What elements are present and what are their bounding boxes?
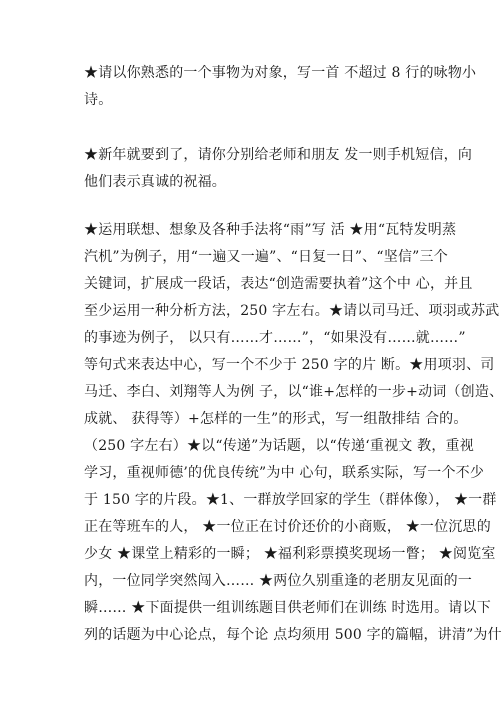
text-line: 至少运用一种分析方法，250 字左右。★请以司马迁、项羽或苏武 [84, 303, 500, 319]
text-line: ★新年就要到了，请你分别给老师和朋友 发一则手机短信，向 [84, 147, 473, 163]
text-line: 他们表示真诚的祝福。 [84, 174, 226, 190]
text-line: ★运用联想、想象及各种手法将“雨”写 活 ★用“瓦特发明蒸 [84, 222, 457, 238]
text-line: 汽机”为例子，用“一遍又一遍”、“日复一日”、“坚信”三个 [84, 249, 448, 265]
text-line: 关键词，扩展成一段话，表达“创造需要执着”这个中 心，并且 [84, 276, 473, 292]
text-line: 瞬…… ★下面提供一组训练题目供老师们在训练 时选用。请以下 [84, 600, 491, 616]
text-line: 的事迹为例子， 以只有……才……”，“如果没有……就……” [84, 330, 466, 346]
paragraph-new-year-message [84, 142, 473, 196]
text-line: （250 字左右）★以“传递”为话题，以“传递‘重视文 教，重视 [84, 438, 474, 454]
text-line: 内，一位同学突然闯入…… ★两位久别重逢的老朋友见面的一 [84, 573, 473, 589]
paragraph-poem-task [84, 60, 477, 114]
text-line: 少女 ★课堂上精彩的一瞬； ★福利彩票摸奖现场一瞥； ★阅览室 [84, 546, 496, 562]
text-line: 正在等班车的人， ★一位正在讨价还价的小商贩， ★一位沉思的 [84, 519, 491, 535]
text-line: 于 150 字的片段。★1、一群放学回家的学生（群体像）， ★一群 [84, 492, 497, 508]
text-line: 诗。 [84, 92, 113, 108]
text-line: ★请以你熟悉的一个事物为对象，写一首 不超过 8 行的咏物小 [84, 65, 477, 81]
text-line: 等句式来表达中心，写一个不少于 250 字的片 断。★用项羽、司 [84, 357, 495, 373]
text-line: 学习，重视师德’的优良传统”为中 心句，联系实际，写一个不少 [84, 465, 485, 481]
text-line: 马迁、李白、刘翔等人为例 子，以“谁+怎样的一步+动词（创造、 [84, 384, 503, 400]
paragraph-writing-exercises [84, 217, 503, 649]
text-line: 列的话题为中心论点，每个论 点均须用 500 字的篇幅，讲清”为什 [84, 627, 502, 643]
text-line: 成就、 获得等）+怎样的一生”的形式，写一组散排结 合的。 [84, 411, 468, 427]
